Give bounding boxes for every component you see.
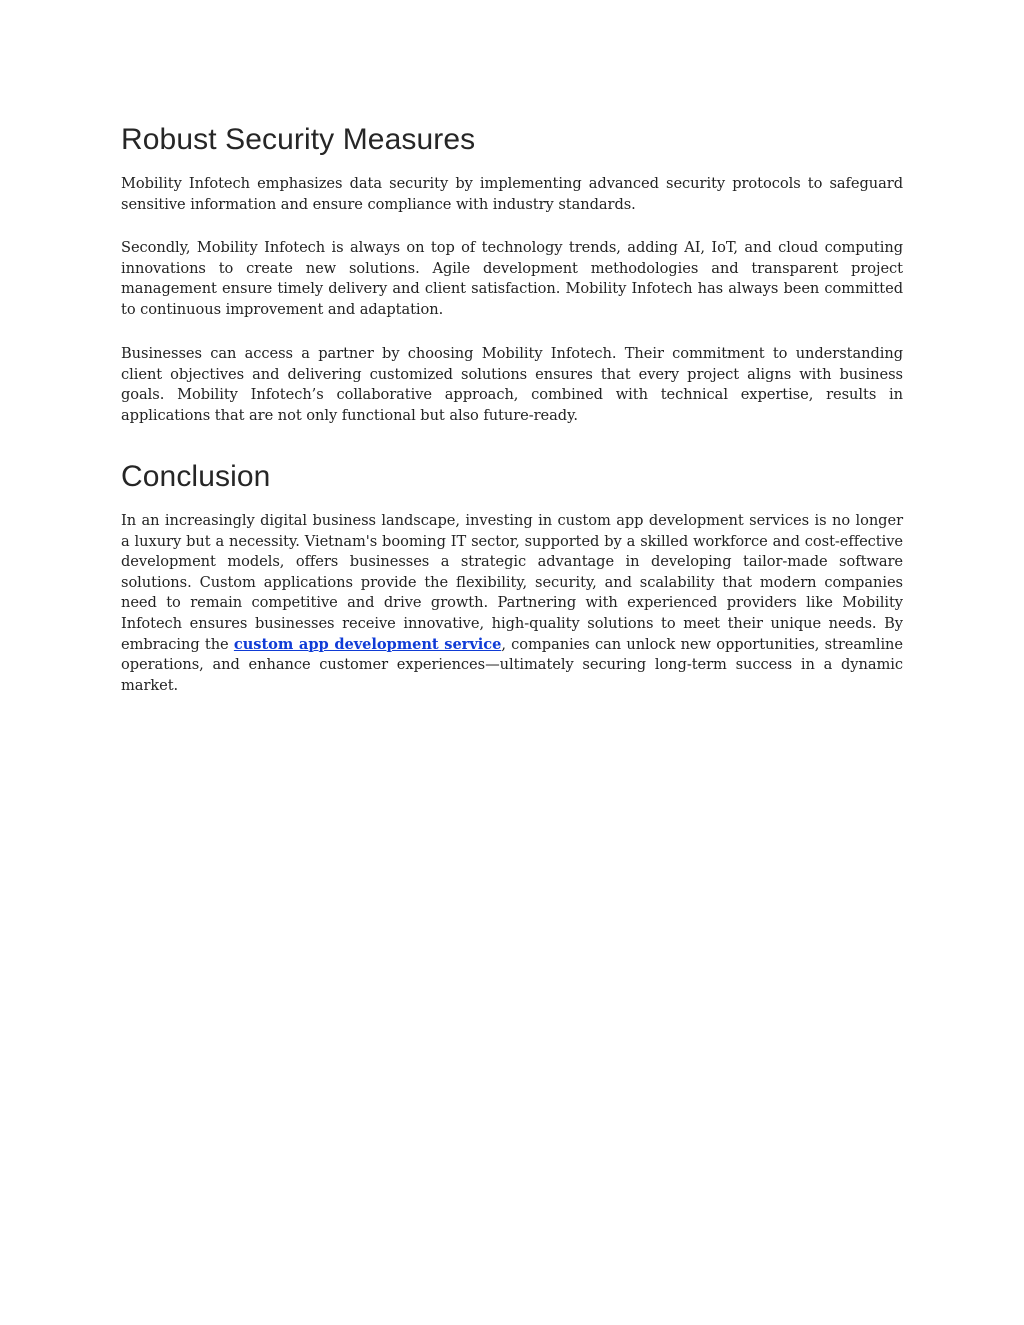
conclusion-text-before-link: In an increasingly digital business landscape, investing in custom app development services is no longer a luxury but a necessity. Vietnam's booming IT sector, supported by a skilled workforce and cost-effective development models, offers businesses a strategic advantage in developing tailor-made software solutions. Custom applications provide the flexibility, security, and scalability that modern companies need to remain competitive and drive growth. Partnering with experienced providers like Mobility Infotech ensures businesses receive innovative, high-quality solutions to meet their unique needs. By embracing the bbox=[121, 512, 903, 653]
paragraph-security: Mobility Infotech emphasizes data security by implementing advanced security protocols to safeguard sensitive information and ensure compliance with industry standards. bbox=[121, 175, 903, 213]
section-heading-security: Robust Security Measures bbox=[121, 123, 476, 156]
conclusion-text-after-link: , companies can unlock new opportunities, streamline operations, and enhance customer experiences—ultimately securing long-term success in a dynamic market. bbox=[121, 635, 903, 694]
paragraph-technology-trends: Secondly, Mobility Infotech is always on top of technology trends, adding AI, IoT, and cloud computing innovations to create new solutions. Agile development methodologies and transparent project management ensure timely delivery and client satisfaction. Mobility Infotech has always been committed to continuous improvement and adaptation. bbox=[121, 239, 903, 318]
custom-app-development-link[interactable]: custom app development service bbox=[233, 635, 502, 653]
paragraph-conclusion bbox=[121, 511, 903, 696]
section-heading-conclusion: Conclusion bbox=[121, 460, 271, 493]
paragraph-partner: Businesses can access a partner by choosing Mobility Infotech. Their commitment to understanding client objectives and delivering customized solutions ensures that every project aligns with business goals. Mobility Infotech’s collaborative approach, combined with technical expertise, results in applications that are not only functional but also future-ready. bbox=[121, 345, 903, 424]
